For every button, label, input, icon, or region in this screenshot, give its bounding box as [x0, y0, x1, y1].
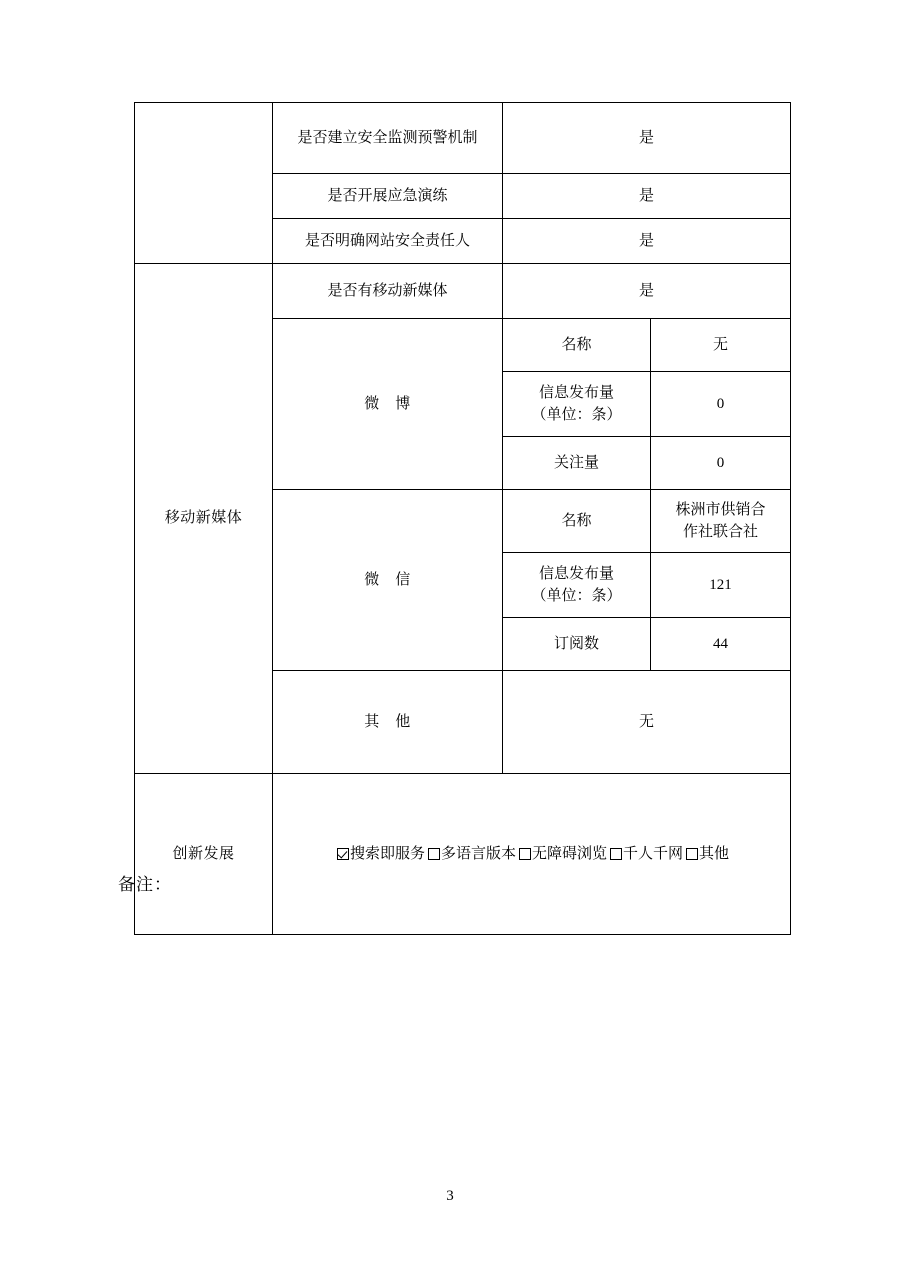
note-label: 备注：	[118, 875, 172, 894]
page-number: 3	[446, 1188, 454, 1204]
innovation-options-cell	[273, 774, 791, 935]
section-label-mobile-media: 移动新媒体	[135, 264, 273, 774]
checkbox-other[interactable]	[686, 848, 698, 860]
checkbox-multilingual[interactable]	[428, 848, 440, 860]
row-label-security-warning: 是否建立安全监测预警机制	[273, 103, 503, 174]
row-label-security-officer: 是否明确网站安全责任人	[273, 219, 503, 264]
row-label-has-mobile-media: 是否有移动新媒体	[273, 264, 503, 319]
row-label-weixin-posts-line2: （单位：条）	[531, 588, 622, 604]
checkbox-label-multilingual: 多语言版本	[440, 845, 516, 862]
row-value-emergency-drill: 是	[503, 174, 791, 219]
row-label-emergency-drill: 是否开展应急演练	[273, 174, 503, 219]
checkbox-search-as-service[interactable]	[337, 848, 349, 860]
innovation-checkbox-group	[275, 843, 788, 866]
row-label-weibo-posts-line2: （单位：条）	[531, 407, 622, 423]
row-value-security-officer: 是	[503, 219, 791, 264]
row-label-weixin-posts-line1: 信息发布量	[538, 565, 614, 582]
table-row	[135, 103, 791, 174]
row-value-weibo-name: 无	[651, 319, 791, 372]
row-value-weixin-name-line1: 株洲市供销合	[675, 501, 766, 518]
subsection-label-weibo: 微 博	[273, 319, 503, 490]
row-value-weixin-name-line2: 作社联合社	[683, 524, 759, 540]
security-section-label-cell	[135, 103, 273, 264]
table-row	[135, 264, 791, 319]
row-value-other-media: 无	[503, 671, 791, 774]
row-value-weixin-posts: 121	[651, 553, 791, 618]
checkbox-personalized-web[interactable]	[610, 848, 622, 860]
row-value-security-warning: 是	[503, 103, 791, 174]
website-report-table	[134, 102, 791, 935]
row-value-has-mobile-media: 是	[503, 264, 791, 319]
row-label-weibo-posts	[503, 372, 651, 437]
section-label-innovation: 创新发展	[135, 774, 273, 935]
row-label-weixin-subscribers: 订阅数	[503, 618, 651, 671]
checkbox-label-accessibility: 无障碍浏览	[532, 845, 608, 862]
checkbox-label-personalized-web: 千人千网	[623, 845, 684, 862]
checkbox-label-other: 其他	[699, 845, 730, 862]
row-label-weibo-name: 名称	[503, 319, 651, 372]
row-label-weibo-followers: 关注量	[503, 437, 651, 490]
row-value-weibo-posts: 0	[651, 372, 791, 437]
row-value-weibo-followers: 0	[651, 437, 791, 490]
checkbox-accessibility[interactable]	[519, 848, 531, 860]
row-value-weixin-subscribers: 44	[651, 618, 791, 671]
row-label-other-media: 其 他	[273, 671, 503, 774]
table-row	[135, 774, 791, 935]
row-label-weibo-posts-line1: 信息发布量	[538, 384, 614, 401]
subsection-label-weixin: 微 信	[273, 490, 503, 671]
row-label-weixin-name: 名称	[503, 490, 651, 553]
row-label-weixin-posts	[503, 553, 651, 618]
row-value-weixin-name	[651, 490, 791, 553]
checkbox-label-search-as-service: 搜索即服务	[349, 845, 425, 862]
